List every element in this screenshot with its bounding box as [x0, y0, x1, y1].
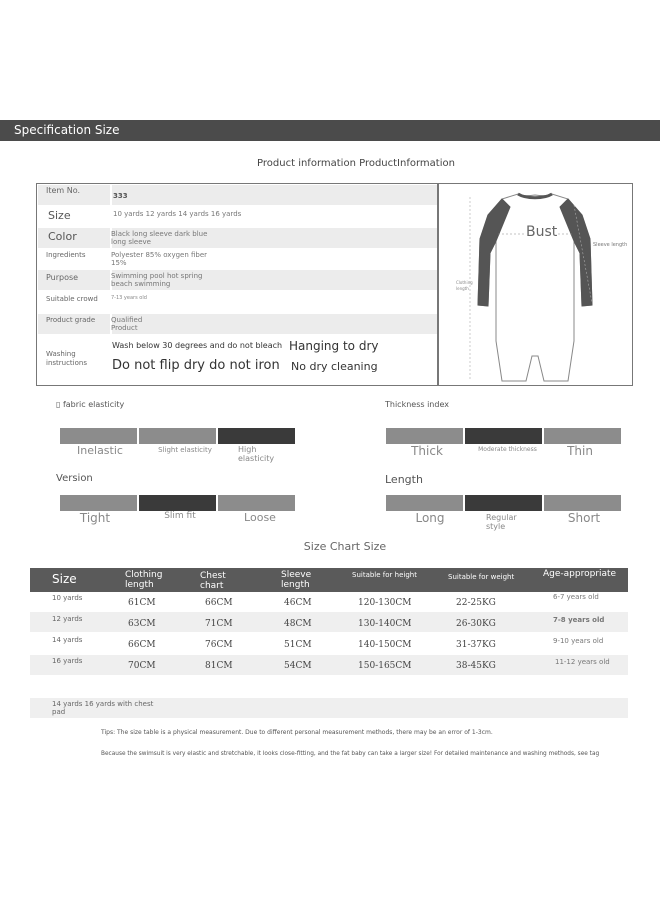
elasticity-option-inelastic: Inelastic	[77, 444, 123, 457]
elasticity-bar-high	[218, 428, 295, 444]
version-bar-tight	[60, 495, 137, 511]
length-option-regular: Regular style	[486, 513, 517, 531]
version-option-slim: Slim fit	[164, 511, 196, 521]
label-washing: Washing instructions	[46, 350, 87, 367]
length-title: Length	[385, 473, 423, 486]
value-item-no: 333	[113, 192, 128, 200]
label-product-grade: Product grade	[46, 316, 96, 324]
col-height: Suitable for height	[352, 571, 417, 579]
cell-sleeve: 46CM	[284, 598, 312, 608]
col-size: Size	[52, 572, 77, 586]
version-bar-loose	[218, 495, 295, 511]
cell-height: 140-150CM	[358, 640, 412, 650]
cell-age: 7-8 years old	[553, 616, 605, 624]
thickness-bar-thick	[386, 428, 463, 444]
col-weight: Suitable for weight	[448, 573, 515, 581]
cell-sleeve: 54CM	[284, 661, 312, 671]
cell-weight: 38-45KG	[456, 661, 496, 671]
length-bar-regular	[465, 495, 542, 511]
value-suitable-crowd: 7-13 years old	[111, 295, 147, 301]
elasticity-title: ▯ fabric elasticity	[56, 400, 125, 409]
col-clothing-length: Clothing length	[125, 570, 163, 590]
thickness-option-thin: Thin	[567, 444, 593, 458]
cell-sleeve: 51CM	[284, 640, 312, 650]
cell-chest: 66CM	[205, 598, 233, 608]
cell-weight: 31-37KG	[456, 640, 496, 650]
cell-clothing: 66CM	[128, 640, 156, 650]
elasticity-option-slight: Slight elasticity	[158, 446, 212, 454]
label-item-no: Item No.	[46, 186, 81, 195]
sleeve-length-label: Sleeve length	[593, 242, 628, 248]
value-color: Black long sleeve dark blue long sleeve	[111, 230, 208, 246]
value-product-grade: Qualified Product	[111, 316, 143, 332]
value-size: 10 yards 12 yards 14 yards 16 yards	[113, 210, 242, 218]
value-hang-dry: Hanging to dry	[289, 339, 379, 353]
cell-clothing: 61CM	[128, 598, 156, 608]
cell-weight: 22-25KG	[456, 598, 496, 608]
length-bar-long	[386, 495, 463, 511]
cell-sleeve: 48CM	[284, 619, 312, 629]
length-bar-short	[544, 495, 621, 511]
info-divider	[437, 183, 439, 386]
cell-chest: 76CM	[205, 640, 233, 650]
page-title: Specification Size	[14, 123, 120, 137]
cell-weight: 26-30KG	[456, 619, 496, 629]
thickness-bar-thin	[544, 428, 621, 444]
table-row: 10 yards	[52, 594, 83, 602]
value-no-flip: Do not flip dry do not iron	[112, 358, 280, 373]
value-ingredients: Polyester 85% oxygen fiber 15%	[111, 251, 208, 267]
product-info-title: Product information ProductInformation	[257, 158, 455, 169]
thickness-title: Thickness index	[385, 400, 449, 409]
cell-height: 120-130CM	[358, 598, 412, 608]
cell-age: 6-7 years old	[553, 593, 599, 601]
table-row-bg	[30, 655, 628, 675]
cell-chest: 81CM	[205, 661, 233, 671]
cell-height: 150-165CM	[358, 661, 412, 671]
cell-age: 11-12 years old	[555, 658, 610, 666]
info-row-bg	[38, 185, 437, 205]
thickness-option-thick: Thick	[411, 444, 443, 458]
tips-measurement: Tips: The size table is a physical measurement. Due to different personal measurement methods, there may be an error of 1-3cm.	[101, 729, 493, 736]
label-purpose: Purpose	[46, 273, 79, 282]
cell-clothing: 63CM	[128, 619, 156, 629]
value-purpose: Swimming pool hot spring beach swimming	[111, 272, 203, 288]
length-option-long: Long	[415, 511, 445, 525]
info-row-bg	[38, 270, 437, 290]
version-title: Version	[56, 473, 93, 484]
cell-chest: 71CM	[205, 619, 233, 629]
thickness-bar-moderate	[465, 428, 542, 444]
col-sleeve-length: Sleeve length	[281, 570, 312, 590]
info-row-bg	[38, 314, 437, 334]
table-row: 12 yards	[52, 615, 83, 623]
cell-age: 9-10 years old	[553, 637, 604, 645]
thickness-option-moderate: Moderate thickness	[478, 446, 537, 453]
label-size: Size	[48, 209, 71, 222]
table-row: 16 yards	[52, 657, 83, 665]
length-option-short: Short	[567, 511, 601, 525]
label-suitable-crowd: Suitable crowd	[46, 295, 98, 303]
version-bar-slim	[139, 495, 216, 511]
chest-pad-note: 14 yards 16 yards with chest pad	[52, 700, 154, 716]
size-chart-header	[30, 568, 628, 592]
clothing-length-label: Clothing length	[456, 280, 473, 291]
col-chest-chart: Chest chart	[200, 571, 226, 591]
col-age: Age-appropriate	[543, 569, 617, 579]
label-color: Color	[48, 230, 77, 243]
value-no-dry-clean: No dry cleaning	[291, 360, 378, 373]
size-chart-title: Size Chart Size	[303, 540, 387, 553]
table-row: 14 yards	[52, 636, 83, 644]
table-row-bg	[30, 612, 628, 632]
bust-label: Bust	[526, 224, 558, 240]
version-option-loose: Loose	[244, 511, 276, 524]
cell-clothing: 70CM	[128, 661, 156, 671]
info-row-bg	[38, 228, 437, 248]
elasticity-option-high: High elasticity	[238, 445, 275, 463]
tips-elasticity: Because the swimsuit is very elastic and stretchable, it looks close-fitting, and the fat baby can take a larger size! For detailed maintenance and washing methods, see tag	[101, 751, 600, 757]
elasticity-bar-slight	[139, 428, 216, 444]
cell-height: 130-140CM	[358, 619, 412, 629]
elasticity-bar-inelastic	[60, 428, 137, 444]
value-wash-temp: Wash below 30 degrees and do not bleach	[112, 341, 283, 350]
version-option-tight: Tight	[79, 511, 111, 525]
label-ingredients: Ingredients	[46, 251, 86, 259]
